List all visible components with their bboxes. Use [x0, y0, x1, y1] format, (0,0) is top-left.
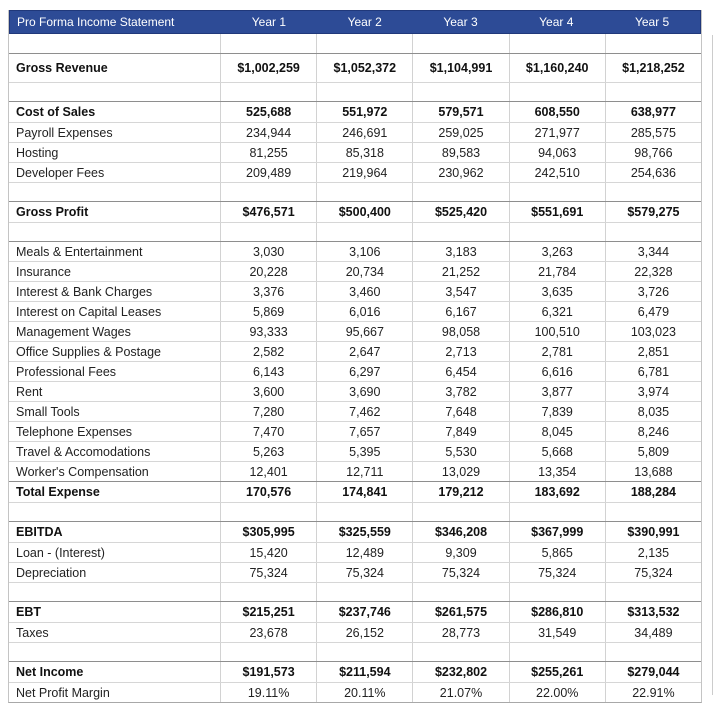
- row-value: [605, 83, 701, 101]
- row-value: [605, 503, 701, 521]
- row-value: [509, 83, 605, 101]
- table-header-row: [9, 10, 701, 34]
- row-value: $551,691: [509, 202, 605, 222]
- row-value: 3,726: [605, 282, 701, 301]
- row-value: [412, 223, 508, 241]
- row-value: 170,576: [220, 482, 316, 502]
- spacer-row: [9, 34, 701, 53]
- row-label: Travel & Accomodations: [16, 444, 151, 459]
- row-value: 8,045: [509, 422, 605, 441]
- row-value: [220, 83, 316, 101]
- row-value: 22.00%: [509, 683, 605, 702]
- row-value: 7,470: [220, 422, 316, 441]
- row-value: 7,657: [316, 422, 412, 441]
- row-value: $237,746: [316, 602, 412, 622]
- row-value: 2,851: [605, 342, 701, 361]
- row-value: 579,571: [412, 102, 508, 122]
- row-value: 230,962: [412, 163, 508, 182]
- row-value: $1,218,252: [605, 54, 701, 82]
- row-value: $367,999: [509, 522, 605, 542]
- row-value: [509, 34, 605, 53]
- row-value: [316, 503, 412, 521]
- row-value: 285,575: [605, 123, 701, 142]
- row-value: [605, 223, 701, 241]
- row-value: 6,167: [412, 302, 508, 321]
- column-header-year-2: Year 2: [347, 15, 382, 29]
- row-value: 3,030: [220, 242, 316, 261]
- row-value: 3,877: [509, 382, 605, 401]
- row-label: Total Expense: [16, 485, 100, 499]
- row-value: 234,944: [220, 123, 316, 142]
- row-value: 8,035: [605, 402, 701, 421]
- row-label: Office Supplies & Postage: [16, 344, 161, 359]
- table-row: [9, 461, 701, 481]
- row-label: [9, 223, 220, 241]
- row-value: 20.11%: [316, 683, 412, 702]
- row-value: 3,106: [316, 242, 412, 261]
- table-row: [9, 421, 701, 441]
- table-row: [9, 601, 701, 622]
- row-label: Insurance: [16, 264, 71, 279]
- row-label: Net Profit Margin: [16, 685, 110, 700]
- row-value: $1,160,240: [509, 54, 605, 82]
- row-value: 188,284: [605, 482, 701, 502]
- row-value: 2,647: [316, 342, 412, 361]
- row-value: 174,841: [316, 482, 412, 502]
- table-row: [9, 142, 701, 162]
- row-label: Loan - (Interest): [16, 545, 105, 560]
- row-value: 7,648: [412, 402, 508, 421]
- row-value: 7,280: [220, 402, 316, 421]
- row-label: Gross Revenue: [16, 61, 108, 75]
- row-label: Cost of Sales: [16, 105, 96, 119]
- row-value: 34,489: [605, 623, 701, 642]
- row-value: 85,318: [316, 143, 412, 162]
- column-header-year-5: Year 5: [634, 15, 670, 29]
- row-value: 5,395: [316, 442, 412, 461]
- row-value: $313,532: [605, 602, 701, 622]
- row-value: 551,972: [316, 102, 412, 122]
- table-row: [9, 261, 701, 281]
- row-value: 8,246: [605, 422, 701, 441]
- row-value: 95,667: [316, 322, 412, 341]
- row-value: 254,636: [605, 163, 701, 182]
- table-row: [9, 162, 701, 182]
- row-value: 26,152: [316, 623, 412, 642]
- column-header-year-3: Year 3: [443, 15, 478, 29]
- row-value: 6,321: [509, 302, 605, 321]
- row-value: 608,550: [509, 102, 605, 122]
- row-value: $476,571: [220, 202, 316, 222]
- row-value: 2,781: [509, 342, 605, 361]
- table-row: [9, 122, 701, 142]
- row-value: 3,460: [316, 282, 412, 301]
- row-value: 7,839: [509, 402, 605, 421]
- row-label: EBT: [16, 605, 41, 619]
- row-label: Interest on Capital Leases: [16, 304, 162, 319]
- row-value: $215,251: [220, 602, 316, 622]
- table-row: [9, 201, 701, 222]
- row-value: [509, 503, 605, 521]
- row-value: 31,549: [509, 623, 605, 642]
- row-value: 6,479: [605, 302, 701, 321]
- row-value: [316, 583, 412, 601]
- row-value: 3,183: [412, 242, 508, 261]
- row-value: 2,582: [220, 342, 316, 361]
- row-value: 3,376: [220, 282, 316, 301]
- row-value: 5,809: [605, 442, 701, 461]
- row-value: 75,324: [412, 563, 508, 582]
- row-value: 271,977: [509, 123, 605, 142]
- row-value: 242,510: [509, 163, 605, 182]
- row-value: $346,208: [412, 522, 508, 542]
- row-value: 94,063: [509, 143, 605, 162]
- table-row: [9, 381, 701, 401]
- row-label: [9, 34, 220, 53]
- row-value: 3,600: [220, 382, 316, 401]
- row-value: $261,575: [412, 602, 508, 622]
- row-label: Hosting: [16, 145, 59, 160]
- table-row: [9, 281, 701, 301]
- row-value: [316, 34, 412, 53]
- table-row: [9, 542, 701, 562]
- row-value: $325,559: [316, 522, 412, 542]
- row-value: [605, 583, 701, 601]
- row-value: 75,324: [316, 563, 412, 582]
- row-value: 21,252: [412, 262, 508, 281]
- row-value: 219,964: [316, 163, 412, 182]
- table-row: [9, 481, 701, 502]
- row-value: 22,328: [605, 262, 701, 281]
- spacer-row: [9, 502, 701, 521]
- table-row: [9, 521, 701, 542]
- row-value: 3,635: [509, 282, 605, 301]
- row-value: 19.11%: [220, 683, 316, 702]
- row-value: 13,688: [605, 462, 701, 481]
- row-value: 3,782: [412, 382, 508, 401]
- row-value: 259,025: [412, 123, 508, 142]
- row-value: $1,104,991: [412, 54, 508, 82]
- row-value: 89,583: [412, 143, 508, 162]
- row-value: 7,849: [412, 422, 508, 441]
- row-label: Net Income: [16, 665, 84, 679]
- row-value: 12,489: [316, 543, 412, 562]
- row-value: $1,052,372: [316, 54, 412, 82]
- table-row: [9, 341, 701, 361]
- row-value: 6,616: [509, 362, 605, 381]
- row-value: 7,462: [316, 402, 412, 421]
- row-value: [605, 34, 701, 53]
- row-value: 5,263: [220, 442, 316, 461]
- row-value: $255,261: [509, 662, 605, 682]
- row-value: 98,766: [605, 143, 701, 162]
- row-value: [316, 643, 412, 661]
- row-value: 209,489: [220, 163, 316, 182]
- row-value: [412, 34, 508, 53]
- table-row: [9, 361, 701, 381]
- spacer-row: [9, 82, 701, 101]
- row-value: [509, 223, 605, 241]
- row-value: $211,594: [316, 662, 412, 682]
- row-value: 5,668: [509, 442, 605, 461]
- row-value: 246,691: [316, 123, 412, 142]
- table-row: [9, 682, 701, 702]
- row-value: 81,255: [220, 143, 316, 162]
- row-value: 12,401: [220, 462, 316, 481]
- row-value: $525,420: [412, 202, 508, 222]
- row-label: Telephone Expenses: [16, 424, 133, 439]
- row-value: 9,309: [412, 543, 508, 562]
- row-value: 179,212: [412, 482, 508, 502]
- row-value: 75,324: [509, 563, 605, 582]
- table-row: [9, 101, 701, 122]
- row-label: Depreciation: [16, 565, 87, 580]
- spacer-row: [9, 222, 701, 241]
- row-label: Interest & Bank Charges: [16, 284, 153, 299]
- row-value: 12,711: [316, 462, 412, 481]
- row-value: [412, 503, 508, 521]
- row-value: $1,002,259: [220, 54, 316, 82]
- row-value: 6,143: [220, 362, 316, 381]
- row-value: [605, 643, 701, 661]
- row-label: [9, 503, 220, 521]
- row-value: [509, 183, 605, 201]
- row-value: [509, 583, 605, 601]
- row-label: Developer Fees: [16, 165, 105, 180]
- row-value: 525,688: [220, 102, 316, 122]
- row-label: Taxes: [16, 625, 49, 640]
- row-label: Professional Fees: [16, 364, 117, 379]
- row-value: [509, 643, 605, 661]
- spacer-row: [9, 582, 701, 601]
- row-value: 3,263: [509, 242, 605, 261]
- table-row: [9, 241, 701, 261]
- row-value: 6,781: [605, 362, 701, 381]
- row-value: 638,977: [605, 102, 701, 122]
- row-value: $579,275: [605, 202, 701, 222]
- row-label: [9, 583, 220, 601]
- row-value: $305,995: [220, 522, 316, 542]
- column-header-year-1: Year 1: [251, 15, 287, 29]
- row-value: $286,810: [509, 602, 605, 622]
- table-row: [9, 301, 701, 321]
- table-row: [9, 622, 701, 642]
- row-value: 5,869: [220, 302, 316, 321]
- row-value: 5,530: [412, 442, 508, 461]
- spacer-row: [9, 642, 701, 661]
- row-value: 75,324: [605, 563, 701, 582]
- row-value: $232,802: [412, 662, 508, 682]
- row-value: 20,228: [220, 262, 316, 281]
- row-value: [220, 583, 316, 601]
- row-value: 21,784: [509, 262, 605, 281]
- row-value: 6,297: [316, 362, 412, 381]
- row-value: 98,058: [412, 322, 508, 341]
- row-value: 93,333: [220, 322, 316, 341]
- row-label: [9, 83, 220, 101]
- row-label: [9, 183, 220, 201]
- row-label: Management Wages: [16, 324, 131, 339]
- row-value: [220, 643, 316, 661]
- row-value: 13,354: [509, 462, 605, 481]
- row-label: [9, 643, 220, 661]
- row-value: 103,023: [605, 322, 701, 341]
- table-row: [9, 441, 701, 461]
- table-row: [9, 661, 701, 682]
- row-value: [412, 83, 508, 101]
- table-body: [9, 34, 701, 702]
- row-value: 2,713: [412, 342, 508, 361]
- row-value: 13,029: [412, 462, 508, 481]
- row-value: $279,044: [605, 662, 701, 682]
- row-label: Meals & Entertainment: [16, 244, 143, 259]
- row-label: EBITDA: [16, 525, 63, 539]
- row-value: [220, 183, 316, 201]
- row-value: 3,690: [316, 382, 412, 401]
- row-label: Payroll Expenses: [16, 125, 113, 140]
- row-label: Rent: [16, 384, 43, 399]
- table-row: [9, 53, 701, 82]
- row-value: 75,324: [220, 563, 316, 582]
- row-value: 3,974: [605, 382, 701, 401]
- row-value: [412, 643, 508, 661]
- row-value: $500,400: [316, 202, 412, 222]
- row-label: Gross Profit: [16, 205, 89, 219]
- row-value: $191,573: [220, 662, 316, 682]
- income-statement-table: [8, 10, 702, 703]
- row-value: 22.91%: [605, 683, 701, 702]
- row-value: 3,547: [412, 282, 508, 301]
- row-value: 100,510: [509, 322, 605, 341]
- spacer-row: [9, 182, 701, 201]
- row-value: 20,734: [316, 262, 412, 281]
- row-value: 15,420: [220, 543, 316, 562]
- row-value: [220, 223, 316, 241]
- row-value: [316, 83, 412, 101]
- row-value: [316, 223, 412, 241]
- row-value: 6,016: [316, 302, 412, 321]
- row-value: 28,773: [412, 623, 508, 642]
- row-value: [412, 583, 508, 601]
- row-value: 183,692: [509, 482, 605, 502]
- table-row: [9, 321, 701, 341]
- row-value: 21.07%: [412, 683, 508, 702]
- row-value: $390,991: [605, 522, 701, 542]
- row-value: [316, 183, 412, 201]
- row-value: 2,135: [605, 543, 701, 562]
- row-value: 3,344: [605, 242, 701, 261]
- table-title: Pro Forma Income Statement: [17, 15, 175, 29]
- cutoff-next-column-border: [712, 35, 713, 695]
- row-label: Worker's Compensation: [16, 464, 149, 479]
- row-value: [220, 34, 316, 53]
- row-value: [220, 503, 316, 521]
- row-value: [412, 183, 508, 201]
- table-row: [9, 562, 701, 582]
- row-label: Small Tools: [16, 404, 80, 419]
- table-row: [9, 401, 701, 421]
- row-value: 6,454: [412, 362, 508, 381]
- row-value: [605, 183, 701, 201]
- row-value: 5,865: [509, 543, 605, 562]
- column-header-year-4: Year 4: [539, 15, 574, 29]
- row-value: 23,678: [220, 623, 316, 642]
